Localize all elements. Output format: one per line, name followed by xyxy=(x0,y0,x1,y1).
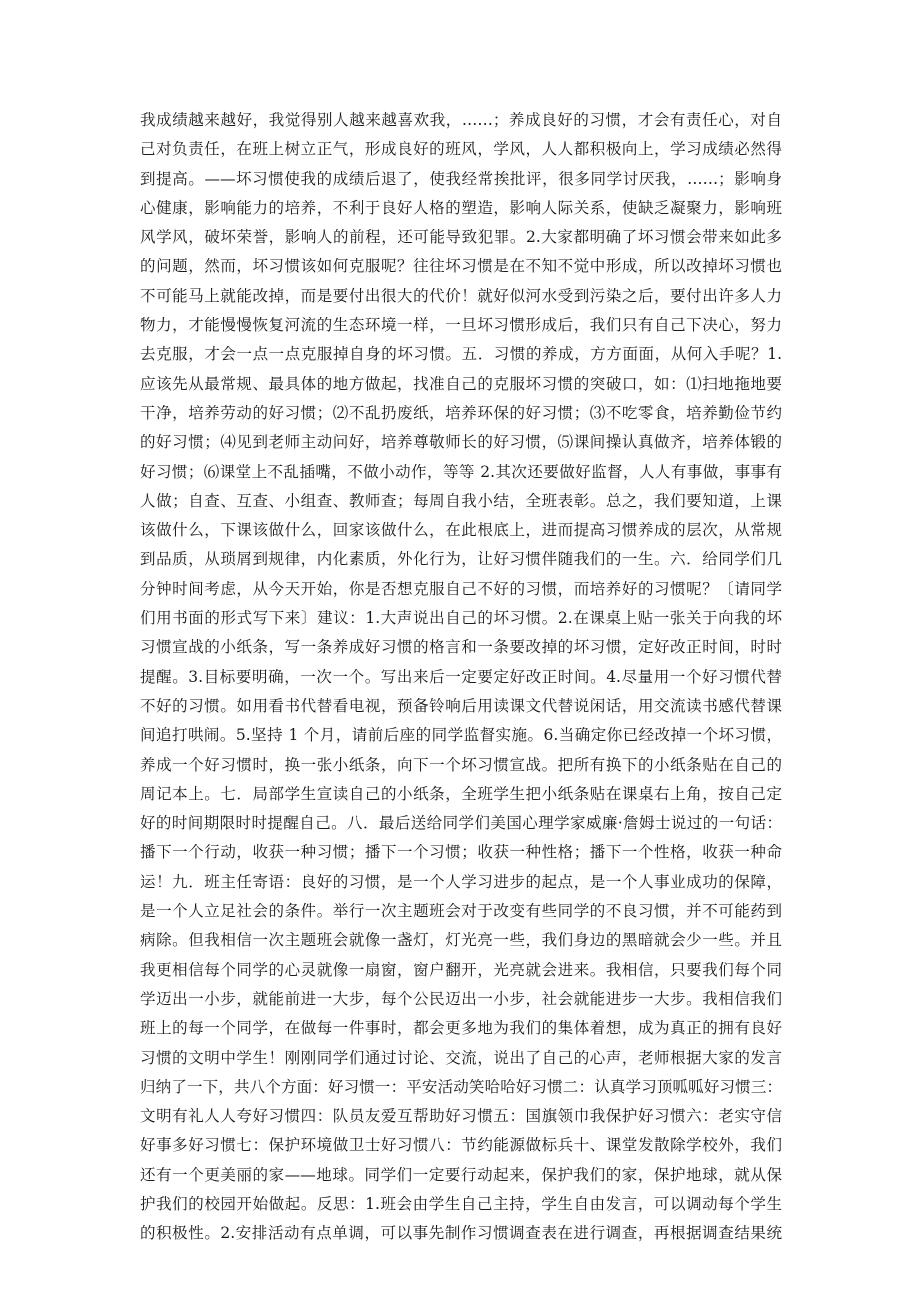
text-line: 的积极性。2.安排活动有点单调，可以事先制作习惯调查表在进行调查，再根据调查结果统 xyxy=(140,1224,782,1243)
text-line: 我成绩越来越好，我觉得别人越来越喜欢我，……；养成良好的习惯，才会有责任心，对自 xyxy=(140,111,782,129)
text-line: 不好的习惯。如用看书代替看电视，预备铃响后用读课文代替说闲话，用交流读书感代替课 xyxy=(140,696,782,715)
text-line: 好的时间期限时时提醒自己。八．最后送给同学们美国心理学家威廉·詹姆士说过的一句话： xyxy=(140,814,782,833)
text-line: 周记本上。七．局部学生宣读自己的小纸条，全班学生把小纸条贴在课桌右上角，按自己定 xyxy=(140,784,782,803)
text-line: 学迈出一小步，就能前进一大步，每个公民迈出一小步，社会就能进步一大步。我相信我们 xyxy=(140,989,782,1008)
text-line: 到提高。——坏习惯使我的成绩后退了，使我经常挨批评，很多同学讨厌我，……；影响身 xyxy=(140,169,782,188)
text-line: 分钟时间考虑，从今天开始，你是否想克服自己不好的习惯，而培养好的习惯呢？〔请同学 xyxy=(140,579,782,598)
text-line: 好习惯；⑹课堂上不乱插嘴，不做小动作，等等 2.其次还要做好监督，人人有事做，事事有 xyxy=(140,462,782,481)
text-line: 运！九．班主任寄语：良好的习惯，是一个人学习进步的起点，是一个人事业成功的保障， xyxy=(140,872,782,891)
text-line: 不可能马上就能改掉，而是要付出很大的代价！就好似河水受到污染之后，要付出许多人力 xyxy=(140,286,782,305)
document-body xyxy=(140,106,782,1249)
text-line: 风学风，破坏荣誉，影响人的前程，还可能导致犯罪。2.大家都明确了坏习惯会带来如此多 xyxy=(140,228,782,247)
text-line: 去克服，才会一点一点克服掉自身的坏习惯。五．习惯的养成，方方面面，从何入手呢？1. xyxy=(140,345,782,364)
text-line: 干净，培养劳动的好习惯；⑵不乱扔废纸，培养环保的好习惯；⑶不吃零食，培养勤俭节约 xyxy=(140,403,782,422)
text-line: 是一个人立足社会的条件。举行一次主题班会对于改变有些同学的不良习惯，并不可能药到 xyxy=(140,902,782,921)
text-line: 养成一个好习惯时，换一张小纸条，向下一个坏习惯宣战。把所有换下的小纸条贴在自己的 xyxy=(140,755,782,774)
text-line: 文明有礼人人夸好习惯四：队员友爱互帮助好习惯五：国旗领巾我保护好习惯六：老实守信 xyxy=(140,1107,782,1126)
text-line: 提醒。3.目标要明确，一次一个。写出来后一定要定好改正时间。4.尽量用一个好习惯代替 xyxy=(140,667,782,686)
text-line: 归纳了一下，共八个方面：好习惯一：平安活动笑哈哈好习惯二：认真学习顶呱呱好习惯三： xyxy=(140,1077,782,1096)
text-line: 我更相信每个同学的心灵就像一扇窗，窗户翻开，光亮就会进来。我相信，只要我们每个同 xyxy=(140,960,782,979)
text-line: 播下一个行动，收获一种习惯；播下一个习惯；收获一种性格；播下一个性格，收获一种命 xyxy=(140,843,782,862)
text-line: 心健康，影响能力的培养，不利于良好人格的塑造，影响人际关系，使缺乏凝聚力，影响班 xyxy=(140,198,782,217)
text-line: 到品质，从琐屑到规律，内化素质，外化行为，让好习惯伴随我们的一生。六．给同学们几 xyxy=(140,550,782,569)
text-line: 物力，才能慢慢恢复河流的生态环境一样，一旦坏习惯形成后，我们只有自己下决心，努力 xyxy=(140,316,782,335)
text-line: 班上的每一个同学，在做每一件事时，都会更多地为我们的集体着想，成为真正的拥有良好 xyxy=(140,1019,782,1038)
text-line: 间追打哄闹。5.坚持 1 个月，请前后座的同学监督实施。6.当确定你已经改掉一个坏习惯， xyxy=(140,726,782,745)
text-line: 习惯宣战的小纸条，写一条养成好习惯的格言和一条要改掉的坏习惯，定好改正时间，时时 xyxy=(140,638,782,657)
text-line: 还有一个更美丽的家——地球。同学们一定要行动起来，保护我们的家，保护地球，就从保 xyxy=(140,1165,782,1184)
text-line: 的问题，然而，坏习惯该如何克服呢？往往坏习惯是在不知不觉中形成，所以改掉坏习惯也 xyxy=(140,257,782,276)
text-line: 的好习惯；⑷见到老师主动问好，培养尊敬师长的好习惯，⑸课间操认真做齐，培养体锻的 xyxy=(140,433,782,452)
text-line: 习惯的文明中学生！刚刚同学们通过讨论、交流，说出了自己的心声，老师根据大家的发言 xyxy=(140,1048,782,1067)
text-line: 应该先从最常规、最具体的地方做起，找准自己的克服坏习惯的突破口，如：⑴扫地拖地要 xyxy=(140,374,782,393)
text-line: 该做什么，下课该做什么，回家该做什么，在此根底上，进而提高习惯养成的层次，从常规 xyxy=(140,521,782,540)
text-line: 病除。但我相信一次主题班会就像一盏灯，灯光亮一些，我们身边的黑暗就会少一些。并且 xyxy=(140,931,782,950)
text-line: 己对负责任，在班上树立正气，形成良好的班风，学风，人人都积极向上，学习成绩必然得 xyxy=(140,140,782,159)
text-line: 们用书面的形式写下来〕建议：1.大声说出自己的坏习惯。2.在课桌上贴一张关于向我的坏 xyxy=(140,609,782,628)
text-line: 好事多好习惯七：保护环境做卫士好习惯八：节约能源做标兵十、课堂发散除学校外，我们 xyxy=(140,1136,782,1155)
text-line: 人做；自查、互查、小组查、教师查；每周自我小结，全班表彰。总之，我们要知道，上课 xyxy=(140,491,782,510)
text-line: 护我们的校园开始做起。反思：1.班会由学生自己主持，学生自由发言，可以调动每个学生 xyxy=(140,1194,782,1213)
